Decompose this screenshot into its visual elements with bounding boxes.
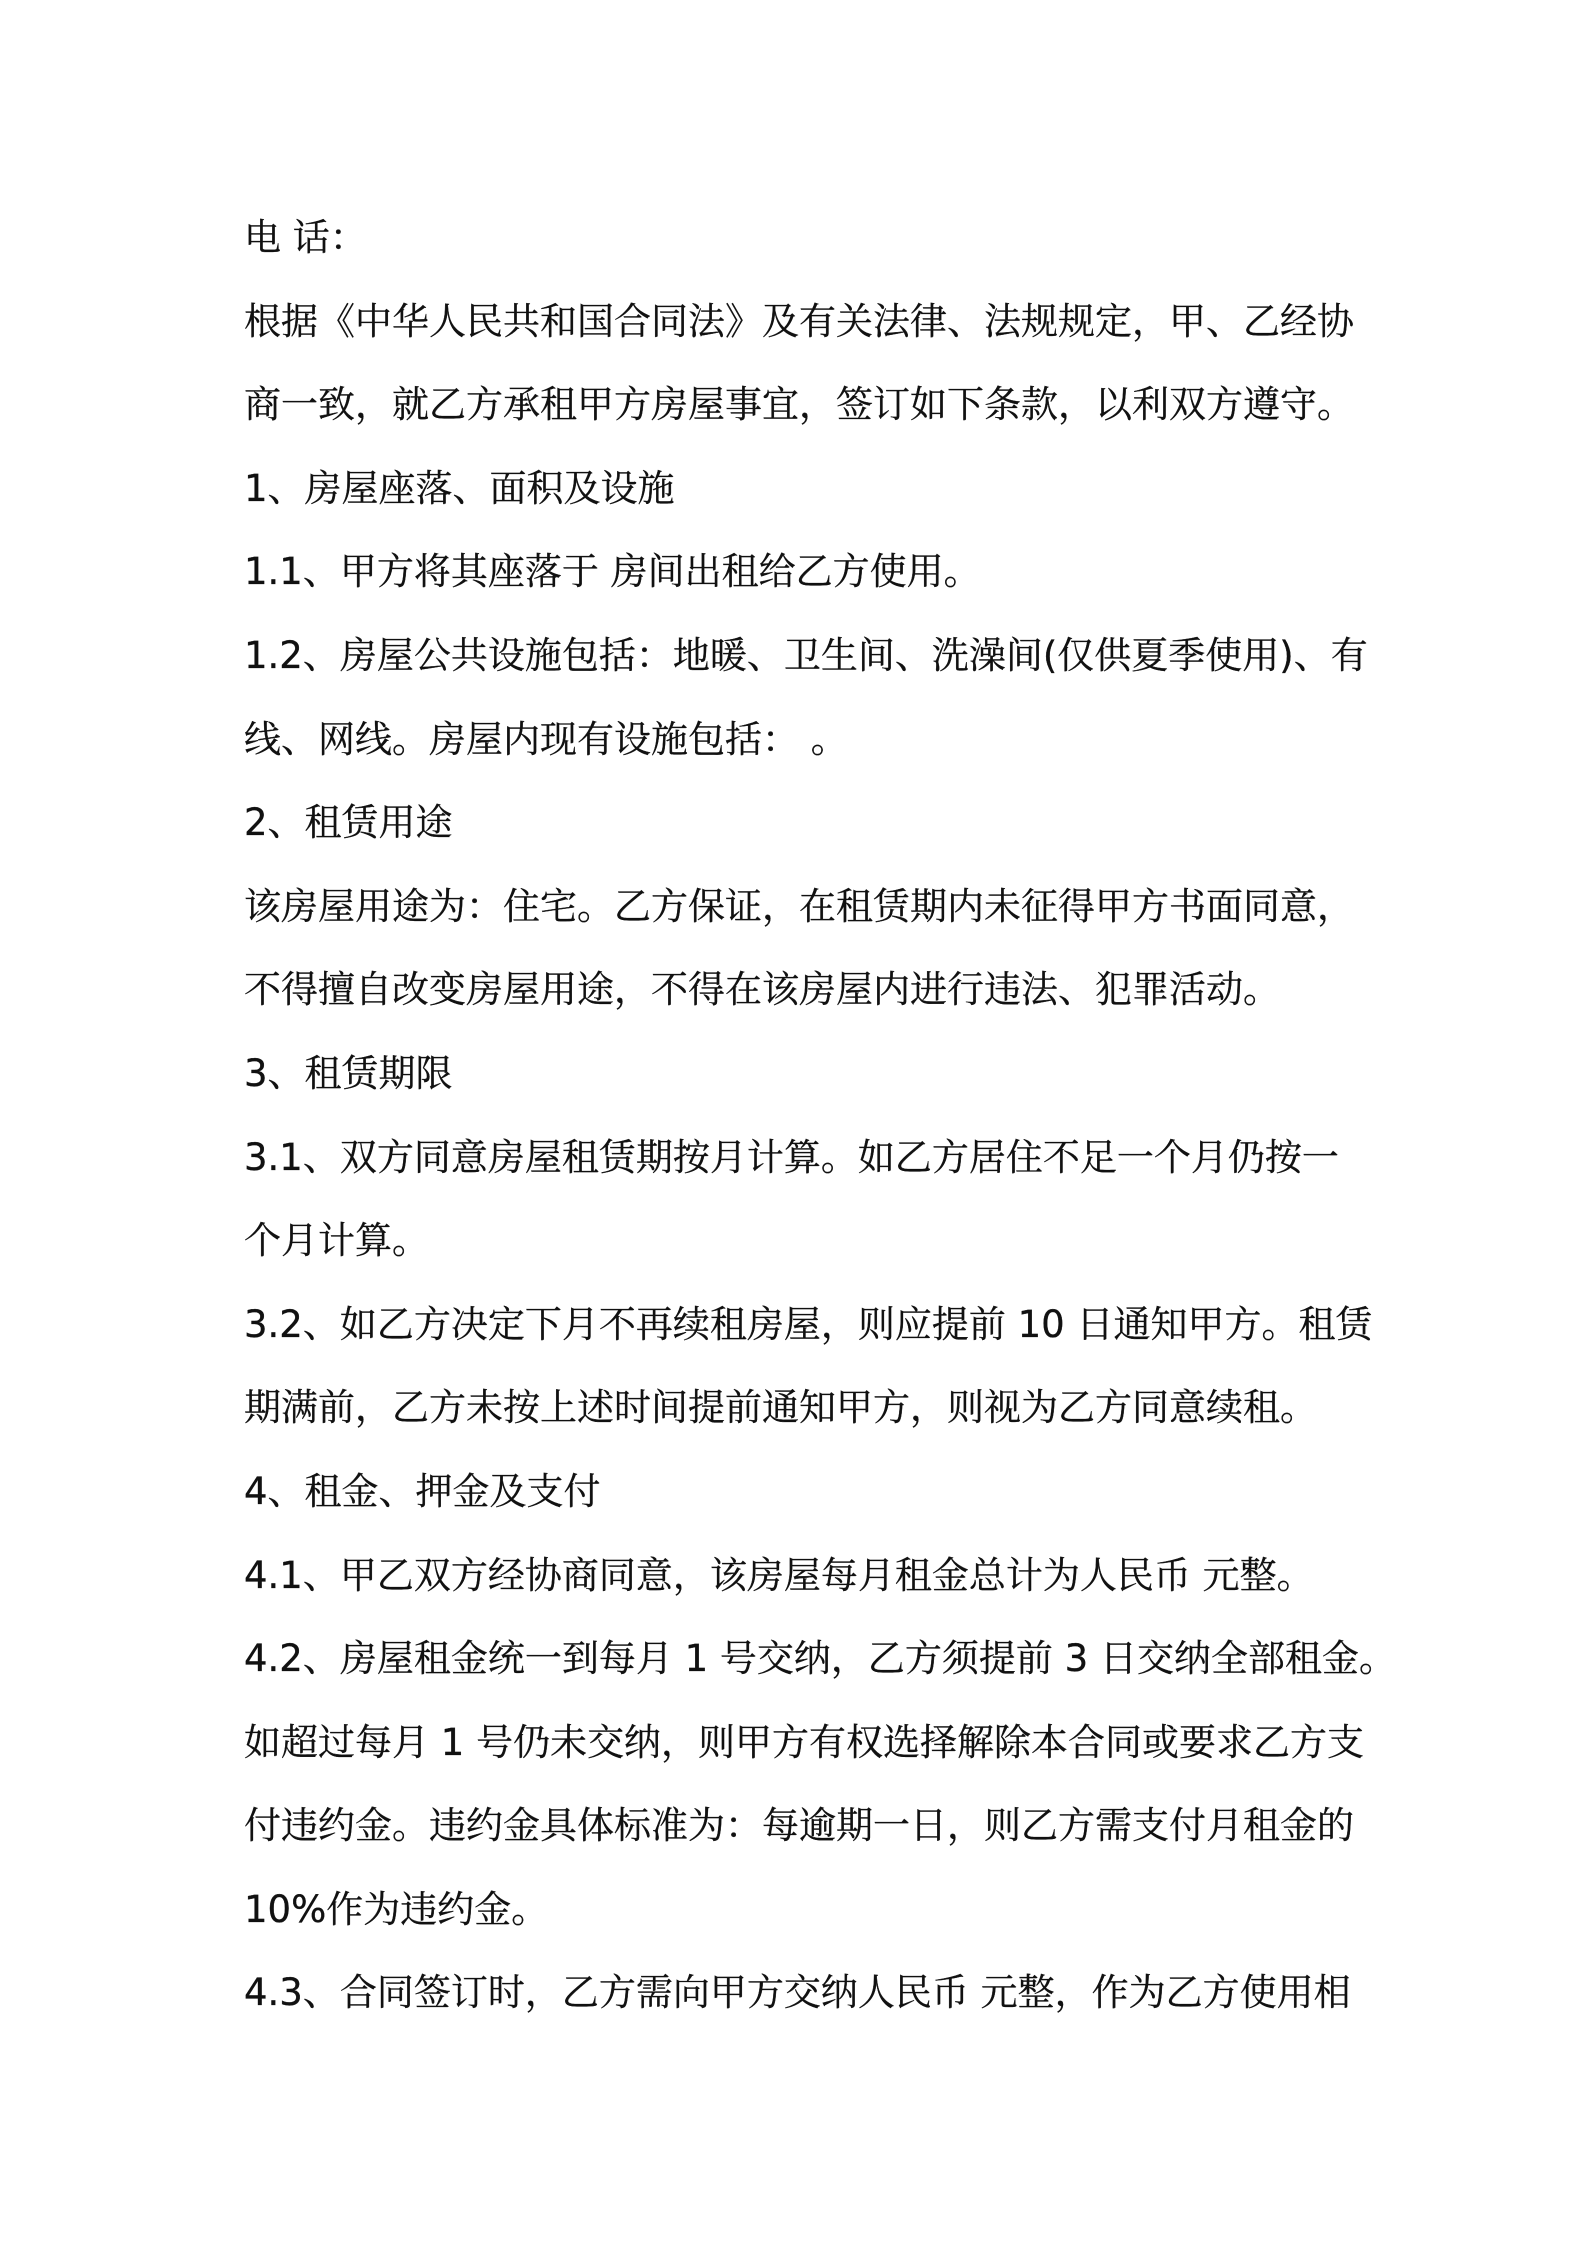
clause-4-2-line-3: 付违约金。违约金具体标准为：每逾期一日，则乙方需支付月租金的 bbox=[244, 1804, 1354, 1848]
clause-4-2-line-1: 4.2、房屋租金统一到每月 1 号交纳，乙方须提前 3 日交纳全部租金。 bbox=[244, 1637, 1396, 1681]
clause-2-line-2: 不得擅自改变房屋用途，不得在该房屋内进行违法、犯罪活动。 bbox=[244, 968, 1280, 1012]
clause-3-1-line-1: 3.1、双方同意房屋租赁期按月计算。如乙方居住不足一个月仍按一 bbox=[244, 1135, 1339, 1179]
section-2-heading: 2、租赁用途 bbox=[244, 801, 453, 845]
preamble-line-1: 根据《中华人民共和国合同法》及有关法律、法规规定，甲、乙经协 bbox=[244, 299, 1354, 343]
section-4-heading: 4、租金、押金及支付 bbox=[244, 1469, 601, 1513]
clause-4-3-line-1: 4.3、合同签订时，乙方需向甲方交纳人民币 元整，作为乙方使用相 bbox=[244, 1971, 1351, 2015]
clause-4-2-line-4: 10%作为违约金。 bbox=[244, 1887, 549, 1931]
clause-3-2-line-2: 期满前，乙方未按上述时间提前通知甲方，则视为乙方同意续租。 bbox=[244, 1386, 1317, 1430]
preamble-line-2: 商一致，就乙方承租甲方房屋事宜，签订如下条款，以利双方遵守。 bbox=[244, 383, 1354, 427]
contract-text bbox=[244, 196, 1396, 2035]
clause-2-line-1: 该房屋用途为：住宅。乙方保证，在租赁期内未征得甲方书面同意， bbox=[244, 884, 1354, 928]
clause-4-2-line-2: 如超过每月 1 号仍未交纳，则甲方有权选择解除本合同或要求乙方支 bbox=[244, 1720, 1365, 1764]
clause-3-2-line-1: 3.2、如乙方决定下月不再续租房屋，则应提前 10 日通知甲方。租赁 bbox=[244, 1302, 1373, 1346]
clause-1-1: 1.1、甲方将其座落于 房间出租给乙方使用。 bbox=[244, 550, 981, 594]
section-3-heading: 3、租赁期限 bbox=[244, 1051, 453, 1095]
phone-label: 电 话： bbox=[244, 216, 367, 259]
clause-4-1: 4.1、甲乙双方经协商同意，该房屋每月租金总计为人民币 元整。 bbox=[244, 1553, 1314, 1597]
clause-1-2-line-2: 线、网线。房屋内现有设施包括： 。 bbox=[244, 717, 848, 761]
clause-3-1-line-2: 个月计算。 bbox=[244, 1219, 429, 1263]
clause-1-2-line-1: 1.2、房屋公共设施包括：地暖、卫生间、洗澡间(仅供夏季使用)、有 bbox=[244, 633, 1368, 677]
section-1-heading: 1、房屋座落、面积及设施 bbox=[244, 466, 675, 510]
